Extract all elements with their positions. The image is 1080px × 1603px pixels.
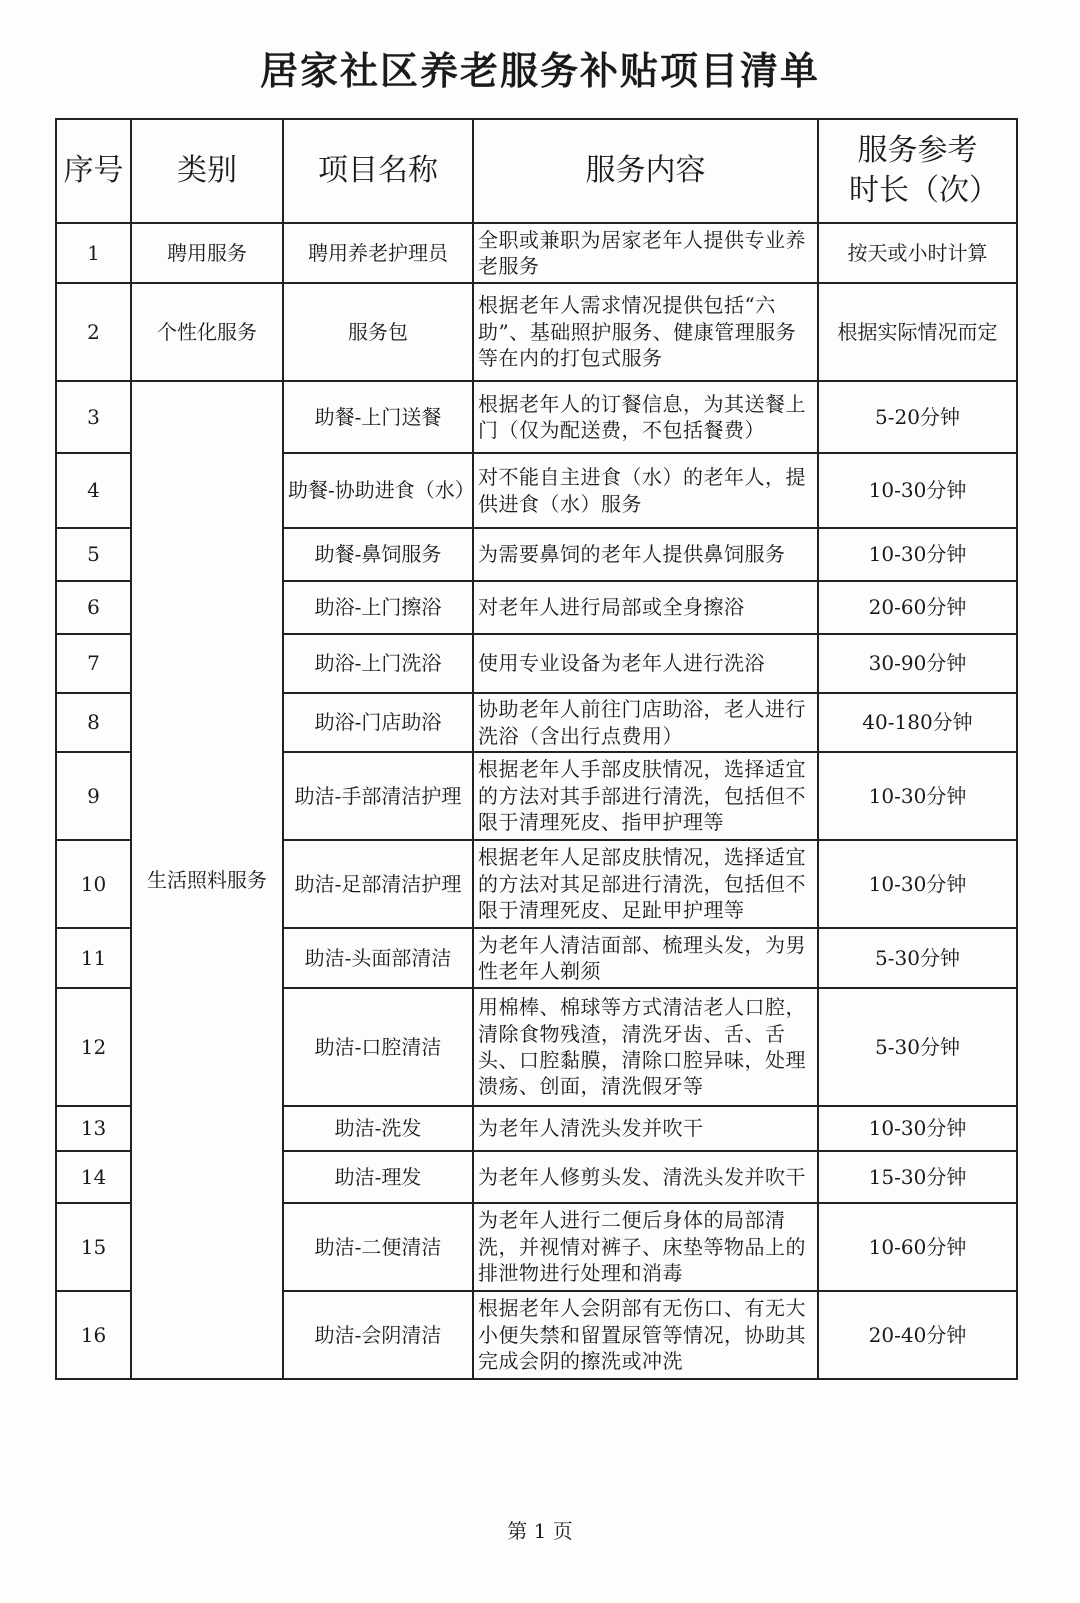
header-duration: 服务参考时长（次） bbox=[818, 119, 1017, 223]
row-duration: 20-40分钟 bbox=[818, 1291, 1017, 1379]
subsidy-table bbox=[55, 118, 1018, 1380]
row-item: 助洁-二便清洁 bbox=[283, 1203, 473, 1291]
row-seq: 7 bbox=[56, 634, 131, 693]
row-duration: 10-60分钟 bbox=[818, 1203, 1017, 1291]
page-title: 居家社区养老服务补贴项目清单 bbox=[259, 48, 820, 93]
row-duration: 15-30分钟 bbox=[818, 1151, 1017, 1203]
row-duration: 根据实际情况而定 bbox=[818, 283, 1017, 381]
row-seq: 2 bbox=[56, 283, 131, 381]
row-duration: 10-30分钟 bbox=[818, 453, 1017, 528]
header-content: 服务内容 bbox=[473, 119, 818, 223]
row-content: 为老年人进行二便后身体的局部清洗，并视情对裤子、床垫等物品上的排泄物进行处理和消毒 bbox=[473, 1203, 818, 1291]
row-seq: 5 bbox=[56, 528, 131, 581]
row-duration: 10-30分钟 bbox=[818, 752, 1017, 840]
row-seq: 9 bbox=[56, 752, 131, 840]
row-item: 助餐-上门送餐 bbox=[283, 381, 473, 453]
row-duration: 20-60分钟 bbox=[818, 581, 1017, 634]
row-content: 根据老年人会阴部有无伤口、有无大小便失禁和留置尿管等情况，协助其完成会阴的擦洗或冲洗 bbox=[473, 1291, 818, 1379]
row-item: 助浴-门店助浴 bbox=[283, 693, 473, 752]
row-item: 助洁-手部清洁护理 bbox=[283, 752, 473, 840]
row-content: 根据老年人的订餐信息，为其送餐上门（仅为配送费，不包括餐费） bbox=[473, 381, 818, 453]
row-item: 助洁-足部清洁护理 bbox=[283, 840, 473, 928]
row-item: 助洁-头面部清洁 bbox=[283, 928, 473, 988]
row-content: 为老年人清洁面部、梳理头发，为男性老年人剃须 bbox=[473, 928, 818, 988]
row-duration: 10-30分钟 bbox=[818, 528, 1017, 581]
row-content: 为老年人修剪头发、清洗头发并吹干 bbox=[473, 1151, 818, 1203]
row-content: 用棉棒、棉球等方式清洁老人口腔，清除食物残渣，清洗牙齿、舌、舌头、口腔黏膜，清除口腔异味，处理溃疡、创面，清洗假牙等 bbox=[473, 988, 818, 1106]
row-content: 对不能自主进食（水）的老年人，提供进食（水）服务 bbox=[473, 453, 818, 528]
row-content: 使用专业设备为老年人进行洗浴 bbox=[473, 634, 818, 693]
row-duration: 5-30分钟 bbox=[818, 988, 1017, 1106]
row-seq: 14 bbox=[56, 1151, 131, 1203]
row-seq: 8 bbox=[56, 693, 131, 752]
row-content: 为需要鼻饲的老年人提供鼻饲服务 bbox=[473, 528, 818, 581]
row-content: 根据老年人需求情况提供包括“六助”、基础照护服务、健康管理服务等在内的打包式服务 bbox=[473, 283, 818, 381]
row-item: 服务包 bbox=[283, 283, 473, 381]
row-item: 助洁-理发 bbox=[283, 1151, 473, 1203]
row-item: 助浴-上门擦浴 bbox=[283, 581, 473, 634]
row-duration: 10-30分钟 bbox=[818, 840, 1017, 928]
row-seq: 15 bbox=[56, 1203, 131, 1291]
table-header-row bbox=[56, 119, 1017, 223]
table-row bbox=[56, 381, 1017, 453]
header-seq: 序号 bbox=[56, 119, 131, 223]
row-item: 助餐-鼻饲服务 bbox=[283, 528, 473, 581]
row-category: 生活照料服务 bbox=[131, 381, 283, 1379]
row-content: 协助老年人前往门店助浴，老人进行洗浴（含出行点费用） bbox=[473, 693, 818, 752]
row-item: 助洁-会阴清洁 bbox=[283, 1291, 473, 1379]
table-row bbox=[56, 283, 1017, 381]
row-seq: 16 bbox=[56, 1291, 131, 1379]
table-row bbox=[56, 223, 1017, 283]
row-duration: 按天或小时计算 bbox=[818, 223, 1017, 283]
row-duration: 5-20分钟 bbox=[818, 381, 1017, 453]
row-seq: 11 bbox=[56, 928, 131, 988]
row-seq: 1 bbox=[56, 223, 131, 283]
row-seq: 12 bbox=[56, 988, 131, 1106]
row-item: 聘用养老护理员 bbox=[283, 223, 473, 283]
header-item: 项目名称 bbox=[283, 119, 473, 223]
header-category: 类别 bbox=[131, 119, 283, 223]
row-content: 根据老年人足部皮肤情况，选择适宜的方法对其足部进行清洗，包括但不限于清理死皮、足趾甲护理等 bbox=[473, 840, 818, 928]
row-item: 助餐-协助进食（水） bbox=[283, 453, 473, 528]
page-number: 第 1 页 bbox=[507, 1519, 573, 1543]
row-item: 助浴-上门洗浴 bbox=[283, 634, 473, 693]
row-item: 助洁-口腔清洁 bbox=[283, 988, 473, 1106]
row-duration: 5-30分钟 bbox=[818, 928, 1017, 988]
row-content: 为老年人清洗头发并吹干 bbox=[473, 1106, 818, 1151]
row-content: 全职或兼职为居家老年人提供专业养老服务 bbox=[473, 223, 818, 283]
row-seq: 3 bbox=[56, 381, 131, 453]
row-seq: 6 bbox=[56, 581, 131, 634]
row-content: 根据老年人手部皮肤情况，选择适宜的方法对其手部进行清洗，包括但不限于清理死皮、指甲护理等 bbox=[473, 752, 818, 840]
row-duration: 40-180分钟 bbox=[818, 693, 1017, 752]
row-seq: 10 bbox=[56, 840, 131, 928]
row-category: 个性化服务 bbox=[131, 283, 283, 381]
row-seq: 4 bbox=[56, 453, 131, 528]
row-seq: 13 bbox=[56, 1106, 131, 1151]
row-duration: 30-90分钟 bbox=[818, 634, 1017, 693]
row-category: 聘用服务 bbox=[131, 223, 283, 283]
row-duration: 10-30分钟 bbox=[818, 1106, 1017, 1151]
row-item: 助洁-洗发 bbox=[283, 1106, 473, 1151]
row-content: 对老年人进行局部或全身擦浴 bbox=[473, 581, 818, 634]
